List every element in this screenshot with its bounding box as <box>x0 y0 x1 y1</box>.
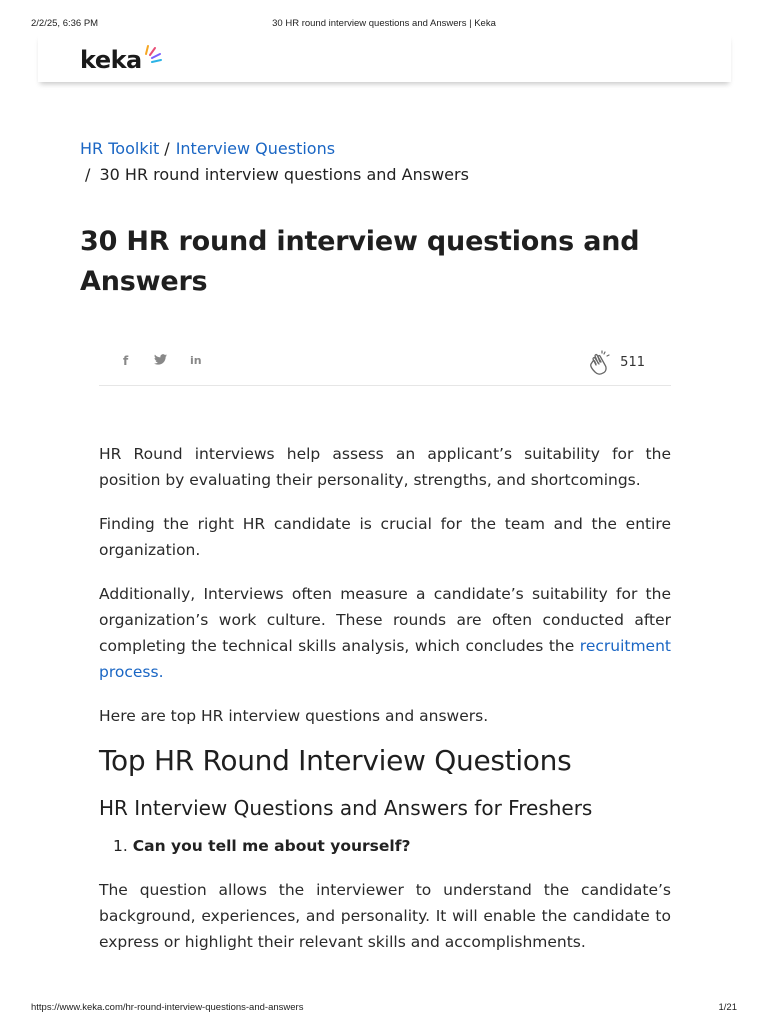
print-url: https://www.keka.com/hr-round-interview-questions-and-answers <box>31 1002 304 1013</box>
paragraph: Here are top HR interview questions and answers. <box>99 707 489 725</box>
clap-count: 511 <box>620 355 645 370</box>
subsection-heading: HR Interview Questions and Answers for Freshers <box>99 796 593 820</box>
question-text: Can you tell me about yourself? <box>132 837 411 855</box>
recruitment-process-link[interactable]: recruitment process. <box>99 637 671 681</box>
breadcrumb <box>80 136 469 188</box>
breadcrumb-interview-questions[interactable]: Interview Questions <box>175 139 336 158</box>
section-heading: Top HR Round Interview Questions <box>99 744 572 777</box>
print-header <box>0 0 768 34</box>
print-footer <box>0 998 768 1024</box>
question-number: 1. <box>113 837 128 855</box>
share-bar <box>99 348 671 386</box>
print-doc-title: 30 HR round interview questions and Answers | Keka <box>272 18 496 29</box>
twitter-icon[interactable] <box>154 354 167 368</box>
logo-rays-icon <box>140 44 168 66</box>
question-item <box>99 833 671 859</box>
paragraph: The question allows the interviewer to understand the candidate’s background, experiences, and personality. It will enable the candidate to express or highlight their relevant skills and accomplishments. <box>99 881 671 951</box>
paragraph <box>99 581 671 685</box>
print-datetime: 2/2/25, 6:36 PM <box>31 18 99 29</box>
site-header <box>38 34 731 82</box>
paragraph: Finding the right HR candidate is crucial for the team and the entire organization. <box>99 515 671 559</box>
facebook-icon[interactable]: f <box>123 354 129 368</box>
page-title: 30 HR round interview questions and Answers <box>80 226 640 297</box>
article-body <box>99 441 671 973</box>
paragraph-text: Additionally, Interviews often measure a candidate’s suitability for the organization’s work culture. These rounds are often conducted after completing the technical skills analysis, which concludes the <box>99 585 671 655</box>
print-page-number: 1/21 <box>718 1002 737 1013</box>
breadcrumb-hr-toolkit[interactable]: HR Toolkit <box>80 139 160 158</box>
breadcrumb-current: 30 HR round interview questions and Answers <box>99 165 469 184</box>
clap-icon[interactable] <box>587 350 613 376</box>
logo-wordmark: keka <box>80 46 142 74</box>
paragraph: HR Round interviews help assess an applicant’s suitability for the position by evaluating their personality, strengths, and shortcomings. <box>99 445 671 489</box>
breadcrumb-separator: / <box>85 165 91 184</box>
linkedin-icon[interactable]: in <box>190 354 202 367</box>
breadcrumb-separator: / <box>164 139 170 158</box>
